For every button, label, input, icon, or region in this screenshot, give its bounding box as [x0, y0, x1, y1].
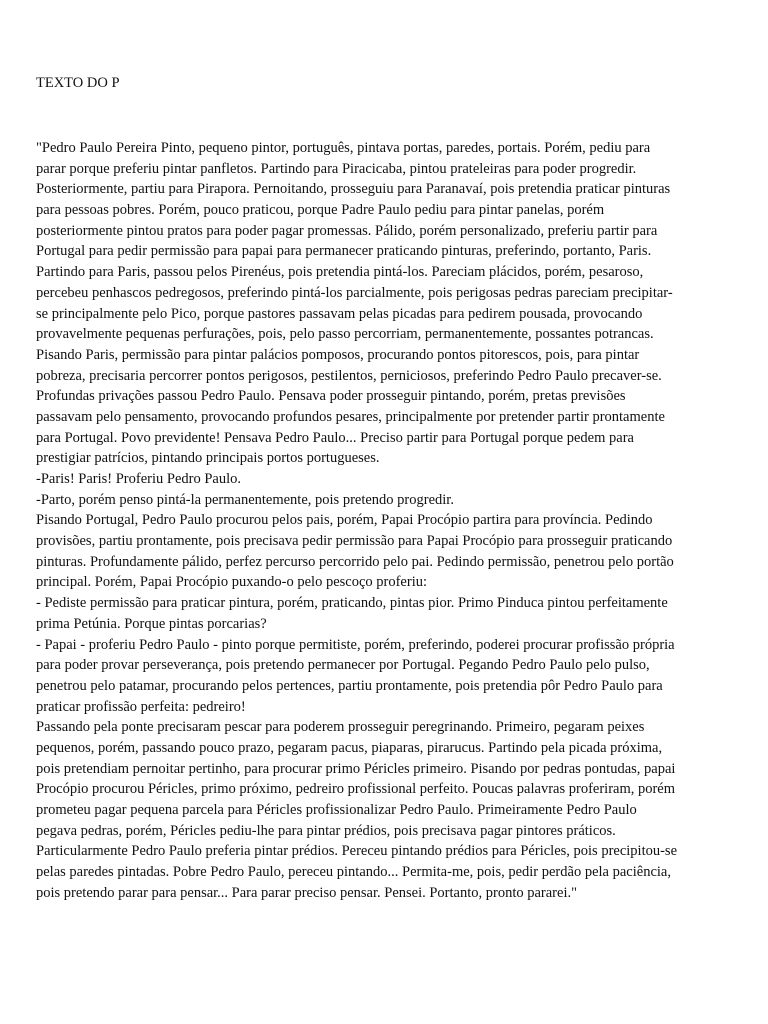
text-line: -Paris! Paris! Proferiu Pedro Paulo. — [36, 471, 241, 487]
text-line: Profundas privações passou Pedro Paulo. Pensava poder prosseguir pintando, porém, pretas previsões — [36, 388, 626, 405]
text-line: para Portugal. Povo previdente! Pensava Pedro Paulo... Preciso partir para Portugal porque pedem para — [36, 429, 634, 446]
text-line: Pisando Portugal, Pedro Paulo procurou pelos pais, porém, Papai Procópio partira para província. Pedindo — [36, 512, 653, 529]
text-line: provavelmente pequenas perfurações, pois, pelo passo percorriam, permanentemente, possantes potrancas. — [36, 326, 654, 343]
text-line: parar porque preferiu pintar panfletos. Partindo para Piracicaba, pintou prateleiras para poder progredir. — [36, 160, 637, 177]
text-line: pois pretendo parar para pensar... Para parar preciso pensar. Pensei. Portanto, pronto pararei." — [36, 884, 578, 901]
text-line: pois pretendiam pernoitar pertinho, para procurar primo Péricles primeiro. Pisando por pedras pontudas, papai — [36, 760, 676, 777]
text-line: para poder provar perseverança, pois pretendo permanecer por Portugal. Pegando Pedro Paulo pelo pulso, — [36, 657, 650, 674]
text-line: pegava pedras, porém, Péricles pediu-lhe para pintar prédios, pois precisava pagar pintores práticos. — [36, 822, 616, 839]
text-line: provisões, partiu prontamente, pois precisava pedir permissão para Papai Procópio para prosseguir praticando — [36, 533, 673, 550]
document-title: TEXTO DO P — [36, 75, 120, 91]
text-line: Posteriormente, partiu para Pirapora. Pernoitando, prosseguiu para Paranavaí, pois pretendia praticar pinturas — [36, 181, 671, 198]
text-line: Particularmente Pedro Paulo preferia pintar prédios. Pereceu pintando prédios para Péricles, pois precipitou-se — [36, 843, 678, 860]
text-line: -Parto, porém penso pintá-la permanentemente, pois pretendo progredir. — [36, 491, 454, 508]
text-line: Partindo para Paris, passou pelos Pirenéus, pois pretendia pintá-los. Pareciam plácidos, porém, pesaroso, — [36, 264, 644, 281]
text-line: prometeu pagar pequena parcela para Péricles profissionalizar Pedro Paulo. Primeiramente Pedro Paulo — [36, 802, 637, 818]
text-line: pobreza, precisaria percorrer pontos perigosos, pestilentos, perniciosos, preferindo Pedro Paulo precaver-se. — [36, 367, 662, 384]
text-line: pequenos, porém, passando pouco prazo, pegaram pacus, piaparas, pirarucus. Partindo pela picada próxima, — [36, 739, 663, 756]
text-line: para pessoas pobres. Porém, pouco praticou, porque Padre Paulo pediu para pintar panelas, porém — [36, 202, 605, 219]
text-line: Passando pela ponte precisaram pescar para poderem prosseguir peregrinando. Primeiro, pegaram peixes — [36, 719, 645, 736]
text-line: prestigiar patrícios, pintando principais portos portugueses. — [36, 450, 380, 467]
text-line: Procópio procurou Péricles, primo próximo, pedreiro profissional perfeito. Poucas palavras proferiram, porém — [36, 781, 676, 798]
text-line: posteriormente pintou pratos para poder pagar promessas. Pálido, porém personalizado, preferiu partir para — [36, 222, 658, 239]
text-line: pinturas. Profundamente pálido, perfez percurso percorrido pelo pai. Pedindo permissão, penetrou pelo portão — [36, 553, 674, 570]
document-body — [36, 138, 736, 903]
text-line: - Papai - proferiu Pedro Paulo - pinto porque permitiste, porém, preferindo, poderei procurar profissão própria — [36, 636, 675, 653]
text-line: prima Petúnia. Porque pintas porcarias? — [36, 615, 267, 632]
text-line: "Pedro Paulo Pereira Pinto, pequeno pintor, português, pintava portas, paredes, portais. Porém, pediu para — [36, 140, 651, 156]
text-line: praticar profissão perfeita: pedreiro! — [36, 698, 246, 715]
text-line: pelas paredes pintadas. Pobre Pedro Paulo, pereceu pintando... Permita-me, pois, pedir perdão pela paciência, — [36, 864, 671, 881]
text-line: se principalmente pelo Pico, porque pastores passavam pelas picadas para pedirem pousada, provocando — [36, 305, 643, 322]
text-line: penetrou pelo patamar, procurando pelos pertences, partiu prontamente, pois pretendia pôr Pedro Paulo para — [36, 677, 663, 694]
text-line: passavam pelo pensamento, provocando profundos pesares, principalmente por pretender partir prontamente — [36, 408, 665, 425]
text-line: principal. Porém, Papai Procópio puxando-o pelo pescoço proferiu: — [36, 574, 427, 591]
text-line: Pisando Paris, permissão para pintar palácios pomposos, procurando pontos pitorescos, pois, para pintar — [36, 346, 640, 363]
text-line: - Pediste permissão para praticar pintura, porém, praticando, pintas pior. Primo Pinduca pintou perfeitamente — [36, 595, 668, 612]
text-line: percebeu penhascos pedregosos, preferindo pintá-los parcialmente, pois perigosas pedras pareciam precipitar- — [36, 284, 673, 301]
text-line: Portugal para pedir permissão para papai para permanecer praticando pinturas, preferindo, portanto, Paris. — [36, 243, 652, 260]
